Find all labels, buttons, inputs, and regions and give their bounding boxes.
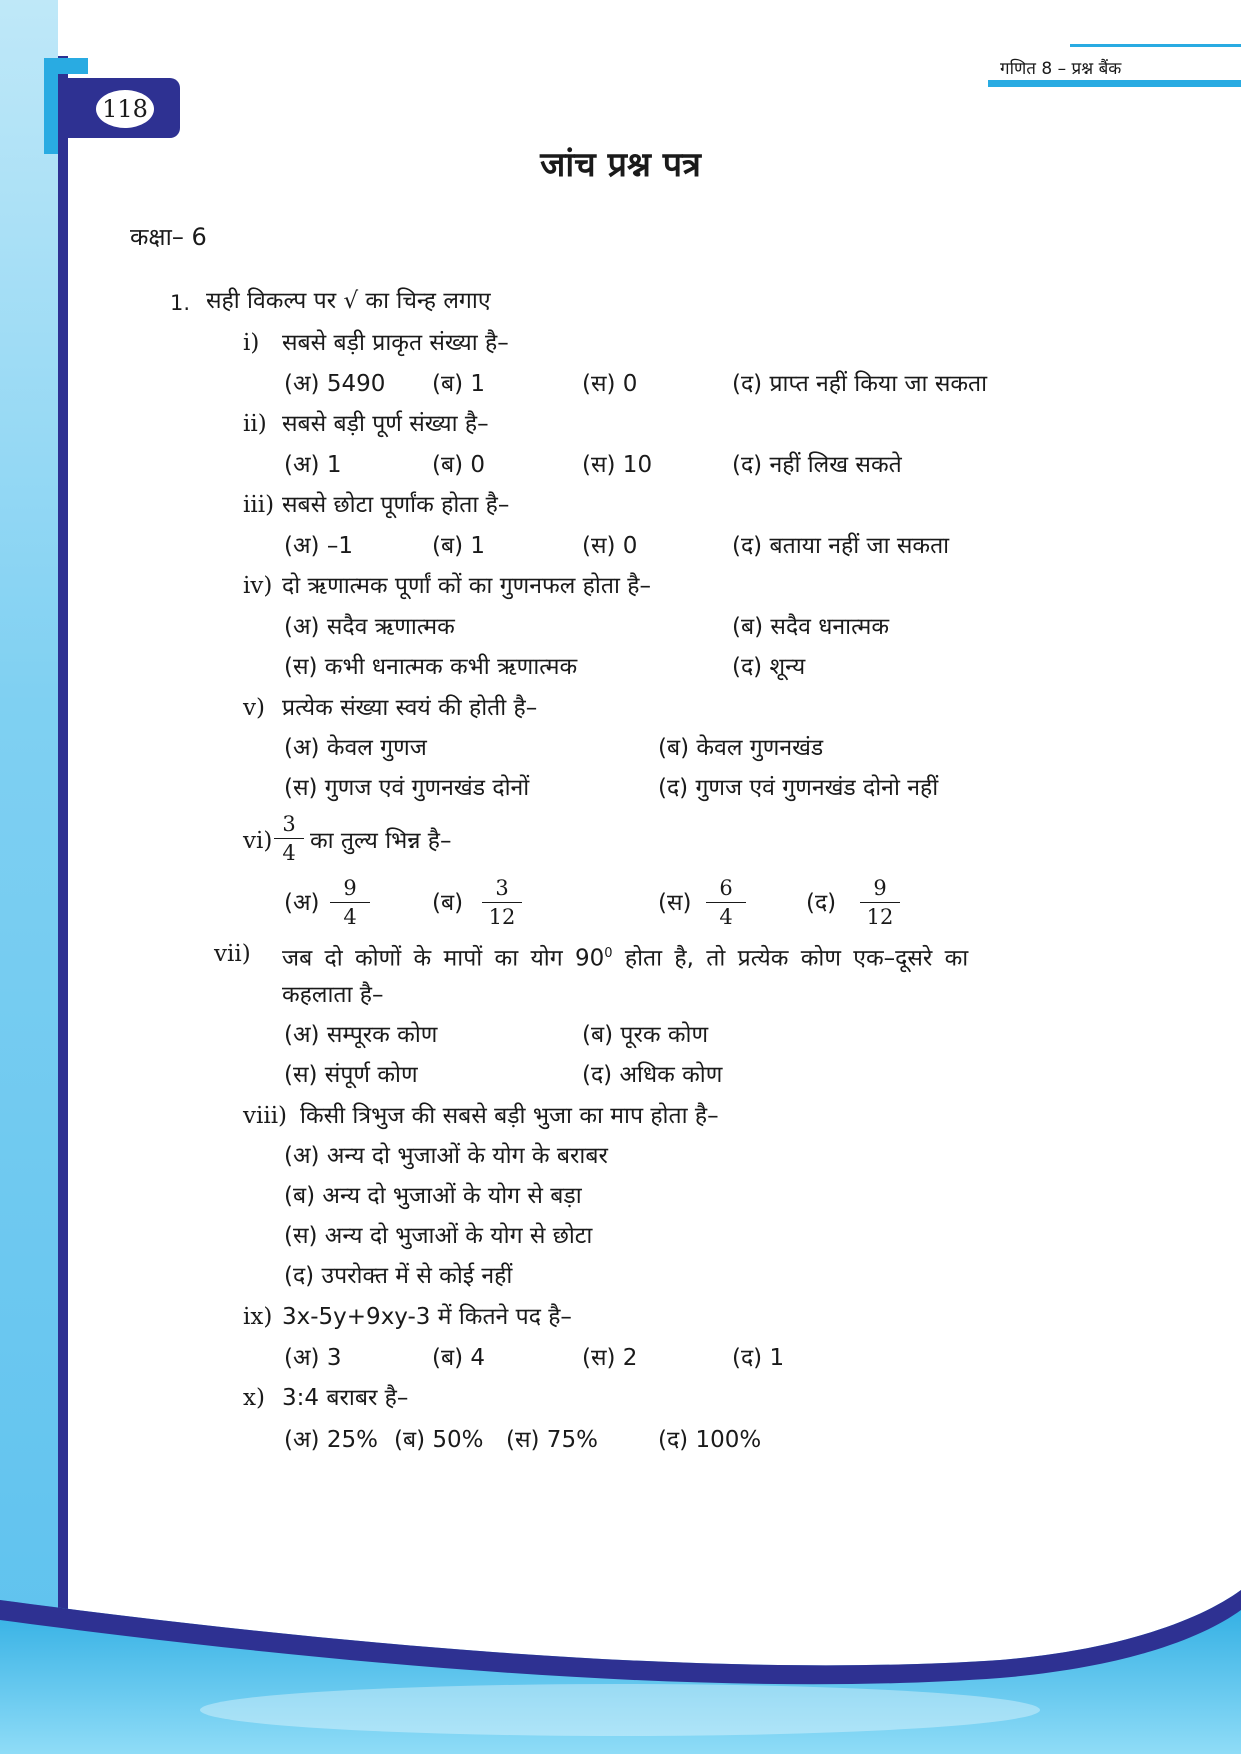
class-label: कक्षा– 6 bbox=[130, 223, 207, 251]
left-decorative-band bbox=[0, 0, 58, 1754]
option: (ब) 1 bbox=[432, 533, 486, 559]
option: (द) शून्य bbox=[732, 654, 806, 680]
option: (अ) अन्य दो भुजाओं के योग के बराबर bbox=[284, 1143, 608, 1169]
option: (द) बताया नहीं जा सकता bbox=[732, 533, 950, 559]
option-fraction bbox=[330, 876, 370, 929]
option: (ब) केवल गुणनखंड bbox=[658, 735, 824, 761]
fraction-denominator: 12 bbox=[488, 905, 516, 929]
option: (ब) पूरक कोण bbox=[582, 1022, 709, 1048]
option: (स) 0 bbox=[582, 533, 638, 559]
degree-superscript: 0 bbox=[604, 946, 613, 961]
option: (स) गुणज एवं गुणनखंड दोनों bbox=[284, 775, 530, 801]
option: (अ) 1 bbox=[284, 452, 342, 478]
option: (अ) सदैव ऋणात्मक bbox=[284, 614, 455, 640]
item-roman: x) bbox=[243, 1385, 265, 1411]
option-fraction bbox=[860, 876, 900, 929]
option-label: (स) bbox=[658, 890, 692, 916]
option-label: (ब) bbox=[432, 890, 464, 916]
item-text: 3:4 बराबर है– bbox=[282, 1385, 409, 1411]
item-text-part: होता है, तो प्रत्येक कोण एक–दूसरे का bbox=[612, 945, 969, 972]
header-rule-top bbox=[1070, 44, 1241, 47]
item-text: प्रत्येक संख्या स्वयं की होती है– bbox=[282, 695, 538, 721]
item-roman: ii) bbox=[243, 411, 267, 437]
fraction-denominator: 4 bbox=[343, 905, 357, 929]
left-margin-rule bbox=[58, 56, 68, 1616]
page-title: जांच प्रश्न पत्र bbox=[540, 145, 701, 185]
item-roman: v) bbox=[243, 695, 265, 721]
option-label: (अ) bbox=[284, 890, 320, 916]
item-text-continued: कहलाता है– bbox=[282, 982, 384, 1008]
option: (द) गुणज एवं गुणनखंड दोनो नहीं bbox=[658, 775, 939, 801]
fraction-denominator: 4 bbox=[282, 841, 296, 865]
option: (ब) 50% bbox=[394, 1427, 484, 1453]
header-rule bbox=[988, 80, 1241, 87]
item-roman: iii) bbox=[243, 492, 275, 518]
option: (ब) अन्य दो भुजाओं के योग से बड़ा bbox=[284, 1183, 582, 1209]
fraction-numerator: 3 bbox=[274, 812, 304, 839]
option: (स) 75% bbox=[506, 1427, 598, 1453]
wave-highlight bbox=[200, 1684, 1040, 1736]
question-instruction: सही विकल्प पर √ का चिन्ह लगाए bbox=[206, 288, 491, 314]
option: (अ) 5490 bbox=[284, 371, 386, 397]
option-fraction bbox=[706, 876, 746, 929]
option: (द) 100% bbox=[658, 1427, 762, 1453]
flag-decoration-top bbox=[58, 58, 88, 74]
option: (स) कभी धनात्मक कभी ऋणात्मक bbox=[284, 654, 578, 680]
option: (द) नहीं लिख सकते bbox=[732, 452, 902, 478]
item-roman: vii) bbox=[214, 941, 251, 967]
question-number: 1. bbox=[170, 291, 191, 315]
option-label: (द) bbox=[806, 890, 837, 916]
option: (अ) 3 bbox=[284, 1345, 342, 1371]
item-roman: ix) bbox=[243, 1304, 273, 1330]
option: (द) उपरोक्त में से कोई नहीं bbox=[284, 1263, 513, 1289]
option: (अ) 25% bbox=[284, 1427, 378, 1453]
item-roman: vi) bbox=[243, 828, 273, 854]
running-header: गणित 8 – प्रश्न बैंक bbox=[1000, 59, 1122, 79]
item-text bbox=[282, 939, 968, 974]
option: (द) 1 bbox=[732, 1345, 785, 1371]
fraction-denominator: 4 bbox=[719, 905, 733, 929]
fraction-denominator: 12 bbox=[866, 905, 894, 929]
item-text: किसी त्रिभुज की सबसे बड़ी भुजा का माप होता है– bbox=[300, 1103, 719, 1129]
fraction-numerator: 3 bbox=[482, 876, 522, 903]
item-text: 3x-5y+9xy-3 में कितने पद है– bbox=[282, 1304, 572, 1330]
item-roman: i) bbox=[243, 330, 260, 356]
item-text: सबसे बड़ी पूर्ण संख्या है– bbox=[282, 411, 489, 437]
option: (द) प्राप्त नहीं किया जा सकता bbox=[732, 371, 988, 397]
option: (ब) सदैव धनात्मक bbox=[732, 614, 889, 640]
option: (द) अधिक कोण bbox=[582, 1062, 723, 1088]
fraction-numerator: 9 bbox=[860, 876, 900, 903]
option: (स) संपूर्ण कोण bbox=[284, 1062, 418, 1088]
option: (अ) –1 bbox=[284, 533, 353, 559]
item-text: सबसे बड़ी प्राकृत संख्या है– bbox=[282, 330, 509, 356]
option: (ब) 0 bbox=[432, 452, 486, 478]
item-text: दो ऋणात्मक पूर्णां कों का गुणनफल होता है– bbox=[282, 573, 651, 599]
item-roman: viii) bbox=[243, 1103, 288, 1129]
bottom-wave-decoration bbox=[0, 1560, 1241, 1754]
option: (स) 0 bbox=[582, 371, 638, 397]
item-text-part: जब दो कोणों के मापों का योग 90 bbox=[282, 945, 605, 972]
item-roman: iv) bbox=[243, 573, 273, 599]
fraction-numerator: 6 bbox=[706, 876, 746, 903]
item-text: का तुल्य भिन्न है– bbox=[310, 828, 452, 854]
option: (स) 10 bbox=[582, 452, 653, 478]
fraction-three-quarters bbox=[274, 812, 304, 865]
item-text: सबसे छोटा पूर्णांक होता है– bbox=[282, 492, 510, 518]
fraction-numerator: 9 bbox=[330, 876, 370, 903]
option: (ब) 4 bbox=[432, 1345, 486, 1371]
option: (अ) सम्पूरक कोण bbox=[284, 1022, 438, 1048]
option: (अ) केवल गुणज bbox=[284, 735, 427, 761]
page-number: 118 bbox=[96, 90, 154, 128]
option: (स) अन्य दो भुजाओं के योग से छोटा bbox=[284, 1223, 593, 1249]
option: (स) 2 bbox=[582, 1345, 638, 1371]
option: (ब) 1 bbox=[432, 371, 486, 397]
option-fraction bbox=[482, 876, 522, 929]
